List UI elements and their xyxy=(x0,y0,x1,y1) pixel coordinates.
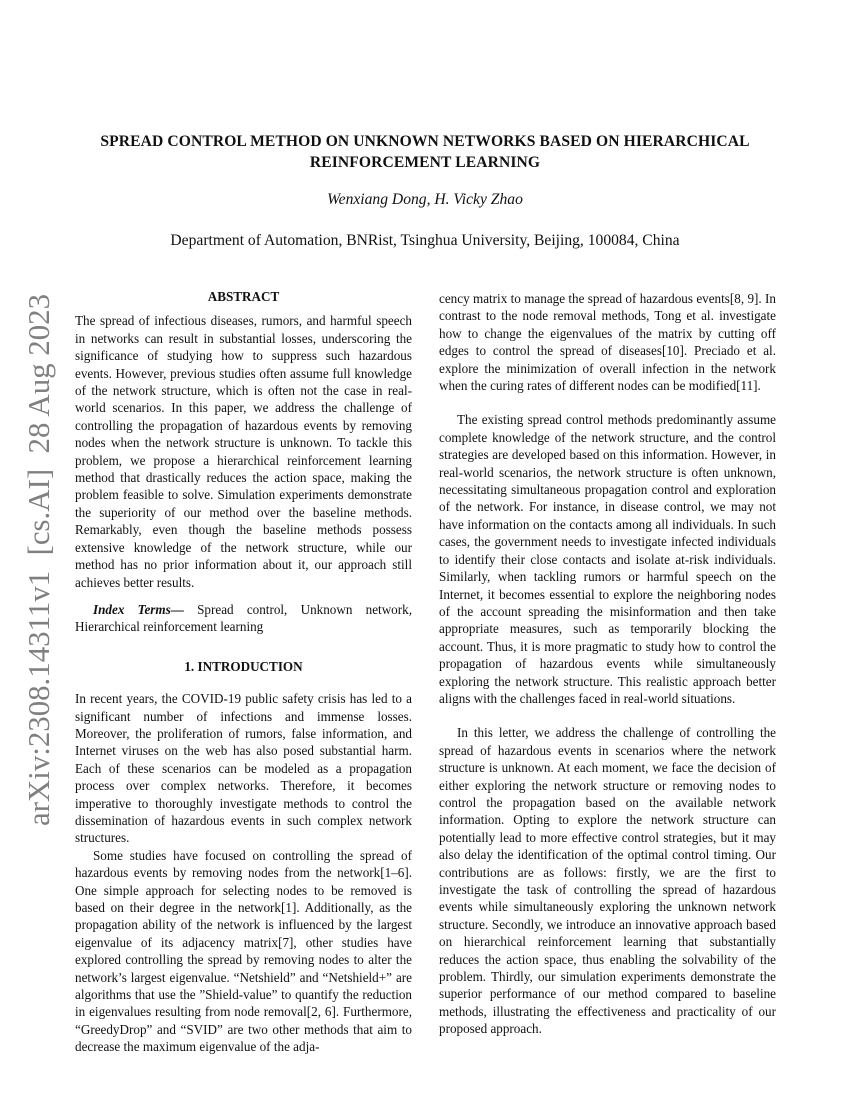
intro-paragraph-3: The existing spread control methods predominantly assume complete knowledge of the network structure, and the control strategies are developed based on this information. However, in real-world scenarios, the network structure is often unknown, necessitating simultaneous propagation control and exploration of the network. For instance, in disease control, we may not have information on the contacts among all individuals. In such cases, the government needs to investigate infected individuals to identify their close contacts and isolate at-risk individuals. Similarly, when tackling rumors or harmful speech on the Internet, it becomes essential to explore the neighboring nodes of the account spreading the misinformation and then take appropriate measures, such as temporarily blocking the account. Thus, it is more pragmatic to study how to control the propagation of hazardous events while simultaneously exploring the network structure. This realistic approach better aligns with the challenges faced in real-world situations. xyxy=(439,412,776,706)
authors: Wenxiang Dong, H. Vicky Zhao xyxy=(327,191,523,208)
introduction-heading: 1. INTRODUCTION xyxy=(184,658,303,674)
index-terms-label: Index Terms— xyxy=(93,601,184,617)
abstract-text: The spread of infectious diseases, rumors, and harmful speech in networks can result in substantial losses, underscoring the significance of studying how to suppress such hazardous events. However, previous studies often assume full knowledge of the network structure, which is often not the case in real-world scenarios. In this paper, we address the challenge of controlling the propagation of hazardous events by removing nodes when the network structure is unknown. To tackle this problem, we propose a hierarchical reinforcement learning method that drastically reduces the action space, making the problem feasible to solve. Simulation experiments demonstrate the superiority of our method over the baseline methods. Remarkably, even though the baseline methods possess extensive knowledge of the network structure, while our method has no prior information about it, our approach still achieves better results. xyxy=(75,313,412,590)
intro-paragraph-2: Some studies have focused on controlling the spread of hazardous events by removing nodes from the network[1–6]. One simple approach for selecting nodes to be removed is based on their degree in the network[1]. Additionally, as the propagation ability of the network is influenced by the largest eigenvalue of its adjacency matrix[7], other studies have explored controlling the spread by removing nodes to alter the network’s largest eigenvalue. “Netshield” and “Netshield+” are algorithms that use the ”Shield-value” to quantify the reduction in eigenvalues resulting from node removal[2, 6]. Furthermore, “GreedyDrop” and “SVID” are two other methods that aim to decrease the maximum eigenvalue of the adja- xyxy=(75,847,412,1055)
index-terms xyxy=(75,601,412,636)
affiliation: Department of Automation, BNRist, Tsinghua University, Beijing, 100084, China xyxy=(170,232,680,249)
intro-paragraph-2-continued: cency matrix to manage the spread of hazardous events[8, 9]. In contrast to the node removal methods, Tong et al. investigate how to change the eigenvalues of the matrix by cutting off edges to control the spread of diseases[10]. Preciado et al. explore the minimization of overall infection in the network when the curing rates of different nodes can be modified[11]. xyxy=(439,291,776,394)
left-column xyxy=(75,288,412,1056)
arxiv-stamp xyxy=(12,290,64,830)
intro-paragraph-4: In this letter, we address the challenge of controlling the spread of hazardous events in scenarios where the network structure is unknown. At each moment, we face the decision of either exploring the network structure or removing nodes to control the propagation based on the available network information. Opting to explore the network structure can potentially lead to more effective control strategies, but it may also delay the identification of the optimal control timing. Our contributions are as follows: firstly, we are the first to investigate the task of controlling the spread of hazardous events while simultaneously exploring the unknown network structure. Secondly, we introduce an innovative approach based on hierarchical reinforcement learning that substantially reduces the action space, thus enabling the solvability of the problem. Thirdly, our simulation experiments demonstrate the superior performance of our method compared to baseline methods, illustrating the effectiveness and practicality of our proposed approach. xyxy=(439,725,776,1037)
index-terms-text: Spread control, Unknown network, Hierarchical reinforcement learning xyxy=(75,601,412,635)
paper-title: SPREAD CONTROL METHOD ON UNKNOWN NETWORKS BASED ON HIERARCHICAL REINFORCEMENT LEARNING xyxy=(100,133,750,171)
arxiv-stamp-text: arXiv:2308.14311v1 [cs.AI] 28 Aug 2023 xyxy=(21,291,56,826)
intro-paragraph-1: In recent years, the COVID-19 public safety crisis has led to a significant number of infections and immense losses. Moreover, the proliferation of rumors, false information, and Internet viruses on the web has also posed substantial harm. Each of these scenarios can be modeled as a propagation process over complex networks. Therefore, it becomes imperative to thoroughly investigate methods to control the dissemination of hazardous events in such complex network structures. xyxy=(75,691,412,846)
right-column xyxy=(439,290,776,1038)
abstract-heading: ABSTRACT xyxy=(207,289,280,304)
